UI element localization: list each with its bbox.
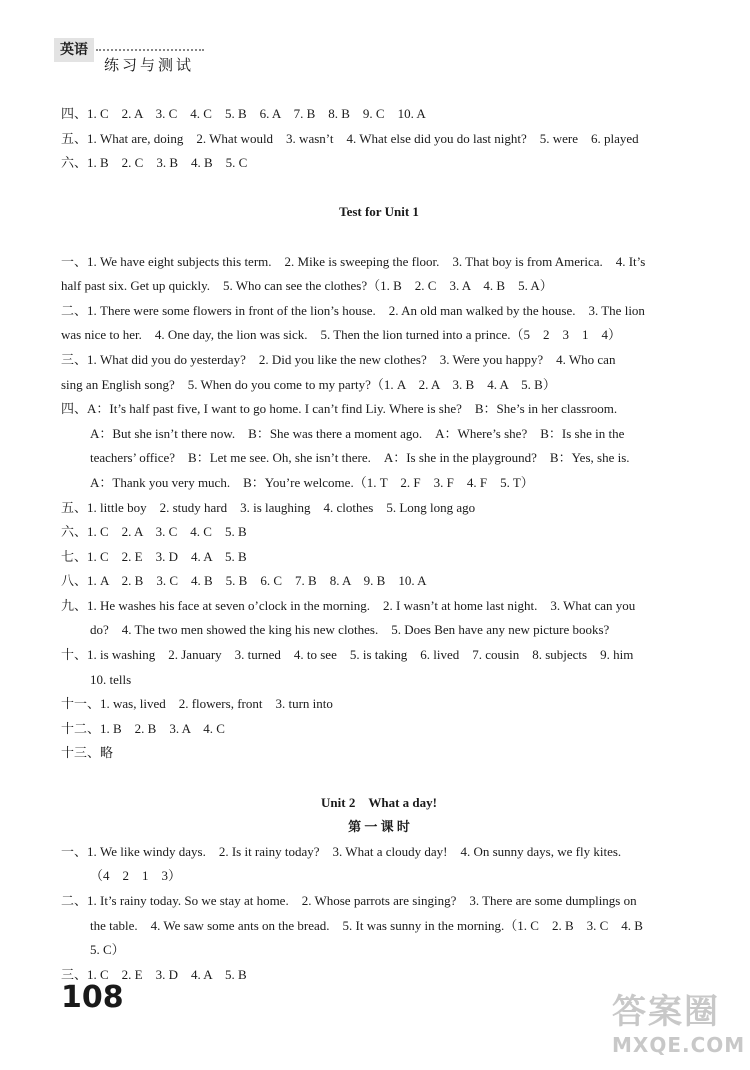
answer-line: 二、1. There were some flowers in front of the lion’s house. 2. An old man walked by the house. 3. The lion [61,302,645,318]
header-dotted-rule [96,49,204,51]
answer-key [61,102,697,987]
answer-line: A：Thank you very much. B：You’re welcome.（1. T 2. F 3. F 4. F 5. T） [90,474,534,490]
answer-line: 二、1. It’s rainy today. So we stay at home. 2. Whose parrots are singing? 3. There are some dumplings on [61,893,637,908]
answer-line: sing an English song? 5. When do you come to my party?（1. A 2. A 3. B 4. A 5. B） [61,376,556,392]
unit-title: Unit 2 What a day! [321,794,437,810]
answer-line: 三、1. What did you do yesterday? 2. Did you like the new clothes? 3. Were you happy? 4. Who can [61,351,616,367]
answer-line: the table. 4. We saw some ants on the bread. 5. It was sunny in the morning.（1. C 2. B 3. C 4. B [90,917,643,933]
answer-line: 10. tells [90,671,132,687]
answer-line: was nice to her. 4. One day, the lion was sick. 5. Then the lion turned into a prince.（5 2 3 1 4） [61,327,621,343]
answer-line: 十一、1. was, lived 2. flowers, front 3. turn into [61,696,333,712]
answer-line: 九、1. He washes his face at seven o’clock in the morning. 2. I wasn’t at home last night. 3. What can you [61,597,636,613]
answer-line: 四、1. C 2. A 3. C 4. C 5. B 6. A 7. B 8. B 9. C 10. A [61,106,426,121]
watermark-mark: 答案圈 [612,992,720,1032]
watermark-site: MXQE.COM [612,1033,746,1057]
answer-line: 五、1. little boy 2. study hard 3. is laughing 4. clothes 5. Long long ago [61,499,476,515]
page-header [54,38,204,78]
test-answers [61,250,697,766]
answer-line: 十二、1. B 2. B 3. A 4. C [61,720,225,736]
answer-line: 四、A：It’s half past five, I want to go home. I can’t find Liy. Where is she? B：She’s in her classroom. [61,401,618,417]
watermark-logo [612,992,746,1064]
answer-line: 5. C） [90,942,125,958]
answer-line: do? 4. The two men showed the king his new clothes. 5. Does Ben have any new picture books? [90,622,610,638]
page-number: 108 [61,980,124,1015]
answer-line: 七、1. C 2. E 3. D 4. A 5. B [61,548,247,564]
answer-line: （4 2 1 3） [90,868,182,884]
answer-line: half past six. Get up quickly. 5. Who can see the clothes?（1. B 2. C 3. A 4. B 5. A） [61,278,553,294]
answer-line: 一、1. We have eight subjects this term. 2. Mike is sweeping the floor. 3. That boy is from America. 4. It’s [61,253,646,269]
answer-line: 六、1. B 2. C 3. B 4. B 5. C [61,155,248,171]
answer-line: 五、1. What are, doing 2. What would 3. wasn’t 4. What else did you do last night? 5. were 6. played [61,130,639,146]
answer-line: 十、1. is washing 2. January 3. turned 4. to see 5. is taking 6. lived 7. cousin 8. subjects 9. him [61,647,634,663]
book-title: 练习与测试 [104,56,195,74]
answer-line: 八、1. A 2. B 3. C 4. B 5. B 6. C 7. B 8. A 9. B 10. A [61,573,427,589]
test-title: Test for Unit 1 [339,204,419,220]
answer-line: 十三、略 [61,745,114,761]
subject-tag: 英语 [54,38,94,62]
unit-answers [61,840,697,988]
lesson-title: 第 一 课 时 [348,819,410,835]
answer-line: 六、1. C 2. A 3. C 4. C 5. B [61,524,247,540]
answer-line: A：But she isn’t there now. B：She was there a moment ago. A：Where’s she? B：Is she in the [90,425,625,441]
answer-line: 一、1. We like windy days. 2. Is it rainy today? 3. What a cloudy day! 4. On sunny days, we fly kites. [61,843,622,859]
answer-line: teachers’ office? B：Let me see. Oh, she isn’t there. A：Is she in the playground? B：Yes, she is. [90,450,630,466]
answer-line: 三、1. C 2. E 3. D 4. A 5. B [61,966,247,982]
